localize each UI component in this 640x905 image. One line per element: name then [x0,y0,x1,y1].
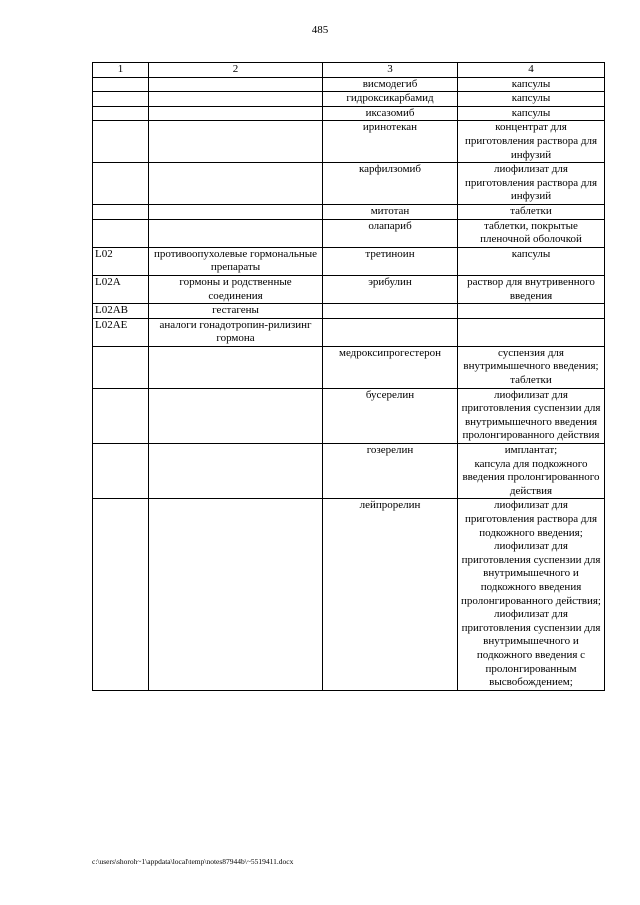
drug-cell: гозерелин [323,444,458,499]
table-row [93,346,605,388]
atc-code-cell [93,106,149,121]
page-number: 485 [311,24,329,36]
header-col-4: 4 [458,63,605,78]
table-row [93,247,605,275]
medication-table [92,62,605,691]
table-row [93,388,605,443]
header-col-1: 1 [93,63,149,78]
atc-code-cell: L02AE [93,318,149,346]
atc-code-cell [93,219,149,247]
table-row [93,219,605,247]
atc-code-cell [93,163,149,205]
dosage-form-cell: раствор для внутривенного введения [458,275,605,303]
atc-code-cell [93,204,149,219]
dosage-form-cell [458,318,605,346]
drug-cell: митотан [323,204,458,219]
table-row [93,92,605,107]
atc-code-cell: L02AB [93,304,149,319]
drug-cell: гидроксикарбамид [323,92,458,107]
dosage-form-cell: капсулы [458,77,605,92]
group-cell: гормоны и родственные соединения [149,275,323,303]
drug-cell [323,318,458,346]
atc-code-cell [93,499,149,690]
footer-file-path: c:\users\shoroh~1\appdata\local\temp\notes87944b\~5519411.docx [92,857,294,866]
drug-cell: висмодегиб [323,77,458,92]
atc-code-cell [93,444,149,499]
dosage-form-cell: капсулы [458,106,605,121]
header-col-3: 3 [323,63,458,78]
atc-code-cell: L02A [93,275,149,303]
group-cell [149,121,323,163]
dosage-form-cell: таблетки [458,204,605,219]
table-row [93,304,605,319]
group-cell [149,346,323,388]
group-cell [149,92,323,107]
drug-cell: карфилзомиб [323,163,458,205]
drug-cell: лейпрорелин [323,499,458,690]
group-cell [149,388,323,443]
drug-cell: эрибулин [323,275,458,303]
drug-cell: третиноин [323,247,458,275]
group-cell [149,163,323,205]
drug-cell [323,304,458,319]
group-cell [149,204,323,219]
group-cell: аналоги гонадотропин-рилизинг гормона [149,318,323,346]
dosage-form-cell: лиофилизат для приготовления раствора для подкожного введения; лиофилизат для приготовления суспензии для внутримышечного и подкожного введения пролонгированного действия; лиофилизат для приготовления суспензии для внутримышечного и подкожного введения с пролонгированным высвобождением; [458,499,605,690]
group-cell [149,106,323,121]
atc-code-cell [93,346,149,388]
table-row [93,275,605,303]
dosage-form-cell: капсулы [458,247,605,275]
table-row [93,163,605,205]
table-header-row [93,63,605,78]
table-row [93,121,605,163]
dosage-form-cell: лиофилизат для приготовления суспензии для внутримышечного введения пролонгированного действия [458,388,605,443]
dosage-form-cell: суспензия для внутримышечного введения; таблетки [458,346,605,388]
atc-code-cell [93,77,149,92]
table-row [93,77,605,92]
dosage-form-cell: имплантат; капсула для подкожного введения пролонгированного действия [458,444,605,499]
group-cell: гестагены [149,304,323,319]
table-row [93,318,605,346]
table-row [93,204,605,219]
atc-code-cell [93,121,149,163]
group-cell [149,499,323,690]
atc-code-cell [93,388,149,443]
dosage-form-cell: концентрат для приготовления раствора для инфузий [458,121,605,163]
table-row [93,499,605,690]
group-cell: противоопухолевые гормональные препараты [149,247,323,275]
drug-cell: иринотекан [323,121,458,163]
dosage-form-cell: капсулы [458,92,605,107]
drug-cell: медроксипрогестерон [323,346,458,388]
drug-cell: олапариб [323,219,458,247]
dosage-form-cell [458,304,605,319]
drug-cell: бусерелин [323,388,458,443]
table-row [93,444,605,499]
atc-code-cell: L02 [93,247,149,275]
group-cell [149,77,323,92]
atc-code-cell [93,92,149,107]
header-col-2: 2 [149,63,323,78]
dosage-form-cell: таблетки, покрытые пленочной оболочкой [458,219,605,247]
drug-cell: иксазомиб [323,106,458,121]
group-cell [149,219,323,247]
dosage-form-cell: лиофилизат для приготовления раствора для инфузий [458,163,605,205]
table-row [93,106,605,121]
group-cell [149,444,323,499]
